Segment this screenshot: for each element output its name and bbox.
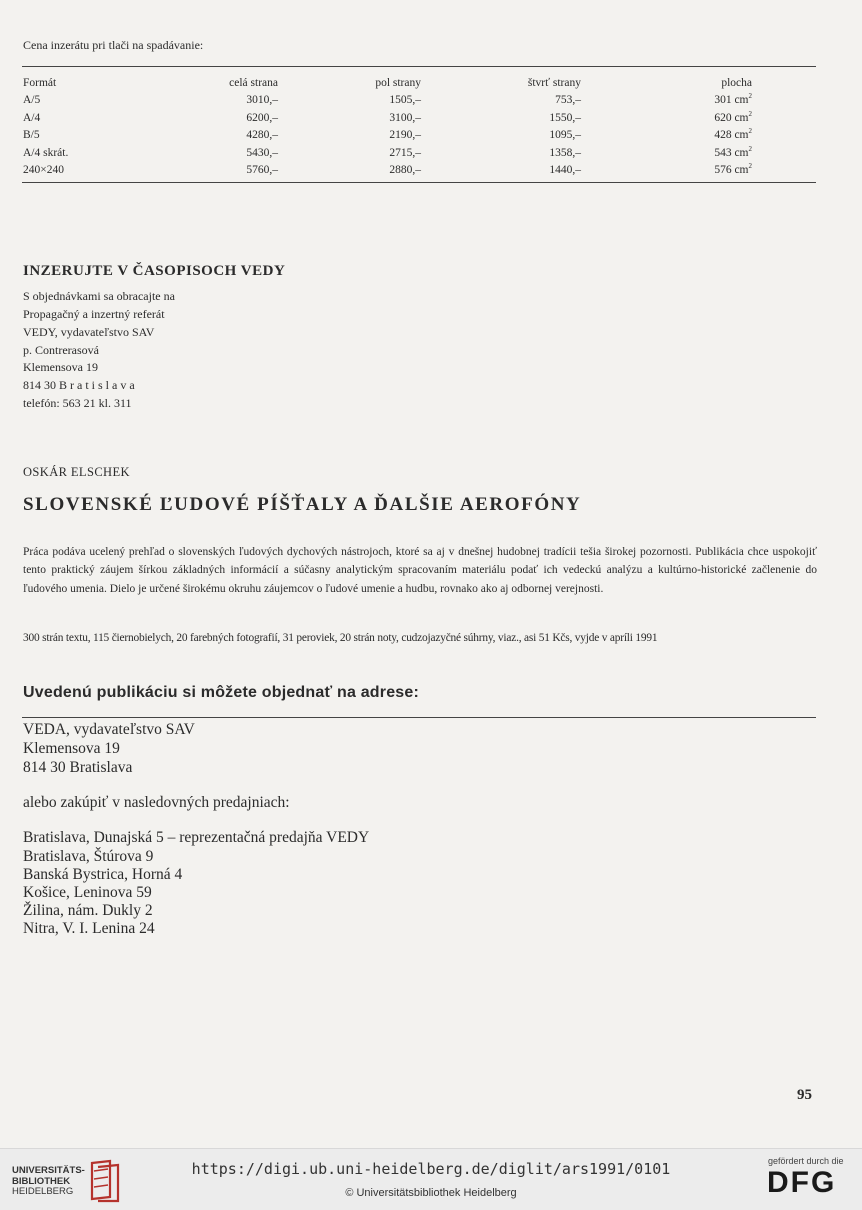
shop-line: Banská Bystrica, Horná 4 xyxy=(23,866,183,883)
table-row xyxy=(22,109,816,127)
cell-full: 4280,– xyxy=(246,129,278,142)
col-header-format: Formát xyxy=(23,76,57,89)
library-line: BIBLIOTHEK xyxy=(12,1175,71,1187)
cell-area: 576 $cm^2$ xyxy=(714,162,752,177)
shops-intro: alebo zakúpiť v nasledovných predajniach: xyxy=(23,794,290,811)
dfg-caption: gefördert durch die xyxy=(768,1156,844,1166)
inzerujte-line: S objednávkami sa obracajte na xyxy=(23,289,175,303)
book-specs: 300 strán textu, 115 čiernobielych, 20 farebných fotografií, 31 peroviek, 20 strán noty, cudzojazyčné súhrny, viaz., asi 51 Kčs, vyjde v apríli 1991 xyxy=(23,632,658,644)
cell-format: B/5 xyxy=(23,129,40,142)
cell-format: A/5 xyxy=(23,94,41,107)
inzerujte-line: Propagačný a inzertný referát xyxy=(23,307,165,321)
cell-quarter: 753,– xyxy=(555,94,581,107)
cell-quarter: 1440,– xyxy=(549,164,581,177)
page-number: 95 xyxy=(797,1087,812,1103)
shop-line: Košice, Leninova 59 xyxy=(23,884,152,901)
table-header-row xyxy=(22,74,816,92)
cell-area: 543 $cm^2$ xyxy=(714,144,752,159)
cell-format: A/4 xyxy=(23,111,41,124)
cell-area: 620 $cm^2$ xyxy=(714,109,752,124)
cell-format: A/4 skrát. xyxy=(23,146,69,159)
inzerujte-line: Klemensova 19 xyxy=(23,360,98,374)
dfg-logo[interactable]: DFG xyxy=(767,1166,837,1199)
copyright-notice: © Universitätsbibliothek Heidelberg xyxy=(345,1187,517,1199)
col-header-full: celá strana xyxy=(229,76,278,89)
cell-half: 2715,– xyxy=(389,146,421,159)
table-top-rule xyxy=(22,66,816,67)
table-row xyxy=(22,92,816,110)
viewer-footer xyxy=(0,1148,862,1210)
cell-quarter: 1550,– xyxy=(549,111,581,124)
inzerujte-line: p. Contrerasová xyxy=(23,343,99,357)
order-address-line: Klemensova 19 xyxy=(23,740,120,757)
inzerujte-line: 814 30 B r a t i s l a v a xyxy=(23,378,135,392)
shop-line: Bratislava, Štúrova 9 xyxy=(23,848,154,865)
cell-area: 428 $cm^2$ xyxy=(714,127,752,142)
book-author: OSKÁR ELSCHEK xyxy=(23,465,130,479)
book-title: SLOVENSKÉ ĽUDOVÉ PÍŠŤALY A ĎALŠIE AEROFÓNY xyxy=(23,494,582,515)
shop-line: Nitra, V. I. Lenina 24 xyxy=(23,920,155,937)
shop-line: Žilina, nám. Dukly 2 xyxy=(23,902,153,919)
inzerujte-heading: INZERUJTE V ČASOPISOCH VEDY xyxy=(23,263,286,279)
cell-full: 5430,– xyxy=(246,146,278,159)
permalink-url[interactable]: https://digi.ub.uni-heidelberg.de/diglit/ars1991/0101 xyxy=(191,1160,671,1178)
cell-full: 3010,– xyxy=(246,94,278,107)
shop-line: Bratislava, Dunajská 5 – reprezentačná predajňa VEDY xyxy=(23,829,370,846)
cell-half: 1505,– xyxy=(389,94,421,107)
cell-half: 2190,– xyxy=(389,129,421,142)
table-bottom-rule xyxy=(22,182,816,183)
order-address-line: 814 30 Bratislava xyxy=(23,759,133,776)
order-rule xyxy=(22,717,816,718)
cell-full: 6200,– xyxy=(246,111,278,124)
table-row xyxy=(22,144,816,162)
cell-full: 5760,– xyxy=(246,164,278,177)
cell-half: 2880,– xyxy=(389,164,421,177)
price-table xyxy=(22,74,816,179)
order-address-line: VEDA, vydavateľstvo SAV xyxy=(23,721,195,738)
cell-half: 3100,– xyxy=(389,111,421,124)
col-header-quarter: štvrť strany xyxy=(527,76,581,89)
cell-format: 240×240 xyxy=(23,164,64,177)
col-header-half: pol strany xyxy=(375,76,421,89)
library-line: UNIVERSITÄTS- xyxy=(12,1165,85,1176)
cell-area: 301 $cm^2$ xyxy=(714,92,752,107)
book-description: Práca podáva ucelený prehľad o slovenských ľudových dychových nástrojoch, ktoré sa aj v dnešnej hudobnej tradícii tešia širokej pozornosti. Publikácia chce uspokojiť tento praktický záujem šírkou základných informácií a súčasny analytickým spracovaním materiálu podať ich vedeckú analýzu a kultúrno-historické začlenenie do ľudového umenia. Dielo je určené širokému okruhu záujemcov o ľudové umenie a hudbu, rovnako ako aj odbornej verejnosti. xyxy=(23,546,817,595)
cell-quarter: 1095,– xyxy=(549,129,581,142)
order-heading: Uvedenú publikáciu si môžete objednať na adrese: xyxy=(23,684,420,701)
inzerujte-line: telefón: 563 21 kl. 311 xyxy=(23,396,132,410)
table-row xyxy=(22,162,816,180)
library-line: HEIDELBERG xyxy=(12,1186,74,1197)
col-header-area: plocha xyxy=(721,76,752,89)
price-intro: Cena inzerátu pri tlači na spadávanie: xyxy=(23,38,204,52)
table-row xyxy=(22,127,816,145)
cell-quarter: 1358,– xyxy=(549,146,581,159)
inzerujte-line: VEDY, vydavateľstvo SAV xyxy=(23,325,155,339)
